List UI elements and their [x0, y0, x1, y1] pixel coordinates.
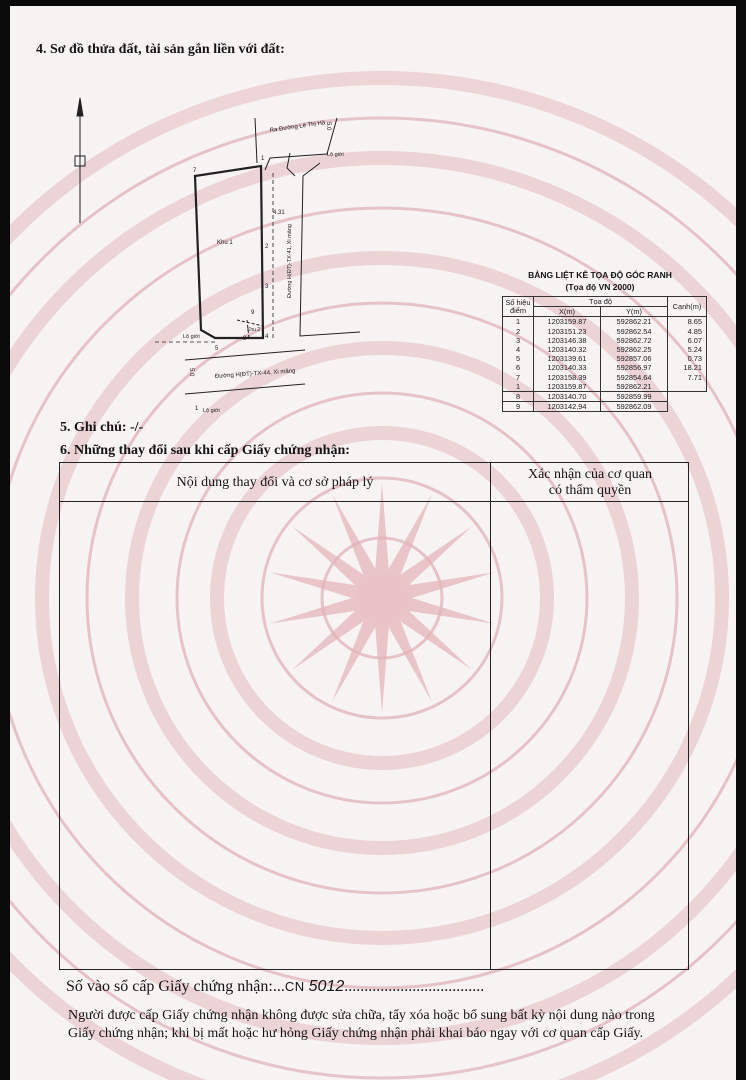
north-arrow-icon — [75, 98, 85, 223]
coord-cell-y: 592862.21 — [601, 382, 668, 392]
coord-cell-edge: 8.65 — [668, 317, 707, 327]
coord-row — [503, 336, 707, 345]
header-x: X(m) — [534, 307, 601, 317]
coord-extra-row — [503, 392, 707, 402]
coord-cell-edge: 0.73 — [668, 354, 707, 363]
changes-col-approval-header — [492, 467, 688, 499]
coord-row — [503, 373, 707, 382]
road-top-label: Ra Đường Lê Thị Hà — [269, 120, 326, 134]
coord-cell-edge: 18.21 — [668, 363, 707, 372]
coord-cell-pt: 4 — [503, 345, 534, 354]
point-label: 1 — [261, 156, 265, 162]
point-label: 4 — [265, 334, 269, 340]
coord-cell-pt: 5 — [503, 354, 534, 363]
coord-cell-y: 592862.54 — [601, 327, 668, 336]
coord-cell-x: 1203159.87 — [534, 382, 601, 392]
coord-cell-y: 592862.09 — [601, 402, 668, 412]
coord-cell-x: 1203158.39 — [534, 373, 601, 382]
header-point: Số hiệu điểm — [503, 297, 534, 317]
khu2-label: Khu 2 — [247, 327, 261, 333]
coord-cell-x: 1203140.32 — [534, 345, 601, 354]
point-label: 1 — [195, 406, 199, 412]
coord-cell-edge: 4.85 — [668, 327, 707, 336]
coord-cell-pt: 9 — [503, 402, 534, 412]
coord-cell-edge: 5.24 — [668, 345, 707, 354]
coord-cell-pt: 6 — [503, 363, 534, 372]
coord-cell-y: 592854.64 — [601, 373, 668, 382]
road-right-label: Đường H(ĐT)-TX-41, Xi măng — [287, 224, 293, 298]
point-label: 2 — [265, 244, 269, 250]
coord-row — [503, 354, 707, 363]
registry-dots-after: ................................... — [344, 978, 485, 995]
coord-cell-x: 1203140.70 — [534, 392, 601, 402]
width-right: 4.31 — [273, 210, 285, 216]
registry-dots-before: ... — [272, 978, 285, 995]
width-top: 5.0 — [325, 122, 331, 131]
coord-row — [503, 345, 707, 354]
coord-cell-x: 1203140.33 — [534, 363, 601, 372]
coord-cell-y: 592862.72 — [601, 336, 668, 345]
point-label: 5 — [215, 346, 219, 352]
changes-col-content-header: Nội dung thay đổi và cơ sở pháp lý — [176, 475, 374, 490]
section-5-note: 5. Ghi chú: -/- — [60, 420, 144, 435]
registry-prefix: CN — [284, 979, 305, 994]
section-6-title: 6. Những thay đổi sau khi cấp Giấy chứng nhận: — [60, 443, 350, 458]
approval-header-line1: Xác nhận của cơ quan — [527, 467, 652, 482]
header-coords: Tọa độ — [534, 297, 668, 307]
coord-cell-pt: 8 — [503, 392, 534, 402]
approval-header-line2: có thẩm quyền — [548, 483, 632, 498]
coord-cell-y: 592859.99 — [601, 392, 668, 402]
coord-cell-pt: 3 — [503, 336, 534, 345]
notice-line-2: Giấy chứng nhận; khi bị mất hoặc hư hỏng Giấy chứng nhận phải khai báo ngay với cơ quan cấp Giấy. — [68, 1026, 644, 1041]
header-y: Y(m) — [601, 307, 668, 317]
lo-gioi-left: Lộ giới — [183, 334, 200, 340]
coord-row — [503, 317, 707, 327]
section-4-title: 4. Sơ đồ thửa đất, tài sản gắn liền với đất: — [36, 42, 285, 57]
khu1-label: Khu 1 — [217, 240, 233, 246]
certificate-page — [10, 6, 736, 1080]
lo-gioi-bottom: Lộ giới — [203, 408, 220, 414]
coord-cell-y: 592862.21 — [601, 317, 668, 327]
coord-cell-x: 1203142.94 — [534, 402, 601, 412]
width-bottom: 5.0 — [188, 368, 194, 377]
coord-cell-pt: 2 — [503, 327, 534, 336]
coord-cell-pt: 1 — [503, 317, 534, 327]
lo-gioi-top: Lộ giới — [327, 152, 344, 158]
coord-cell-y: 592856.97 — [601, 363, 668, 372]
point-label: 8 — [243, 336, 247, 342]
coord-table-subtitle: (Tọa độ VN 2000) — [565, 282, 635, 292]
point-label: 9 — [251, 310, 255, 316]
coord-cell-edge — [668, 382, 707, 392]
registry-label: Số vào sổ cấp Giấy chứng nhận: — [66, 978, 273, 995]
coord-cell-y: 592857.06 — [601, 354, 668, 363]
coord-cell-x: 1203159.87 — [534, 317, 601, 327]
coord-row — [503, 382, 707, 392]
coord-extra-row — [503, 402, 707, 412]
coord-cell-pt: 1 — [503, 382, 534, 392]
road-bottom-label: Đường H(ĐT)-TX-44, Xi măng — [214, 368, 296, 380]
coord-cell-x: 1203139.61 — [534, 354, 601, 363]
coord-cell-edge: 6.07 — [668, 336, 707, 345]
land-plot-sketch — [65, 88, 395, 428]
point-label: 3 — [265, 284, 269, 290]
coord-cell-edge — [668, 402, 707, 412]
coord-cell-edge: 7.71 — [668, 373, 707, 382]
coord-cell-pt: 7 — [503, 373, 534, 382]
coord-row — [503, 363, 707, 372]
coord-table-title: BẢNG LIỆT KÊ TỌA ĐỘ GÓC RANH — [528, 270, 672, 280]
point-label: 7 — [193, 168, 197, 174]
coord-row — [503, 327, 707, 336]
coord-cell-x: 1203151.23 — [534, 327, 601, 336]
coord-cell-x: 1203146.38 — [534, 336, 601, 345]
notice-line-1: Người được cấp Giấy chứng nhận không được sửa chữa, tẩy xóa hoặc bổ sung bất kỳ nội dung nào trong — [68, 1008, 655, 1023]
header-edge: Cạnh(m) — [668, 297, 707, 317]
coordinate-table — [502, 296, 707, 412]
registry-number: 5012 — [308, 978, 345, 995]
coord-cell-edge — [668, 392, 707, 402]
registry-number-line — [66, 978, 484, 996]
changes-table — [59, 462, 689, 970]
coord-cell-y: 592862.25 — [601, 345, 668, 354]
